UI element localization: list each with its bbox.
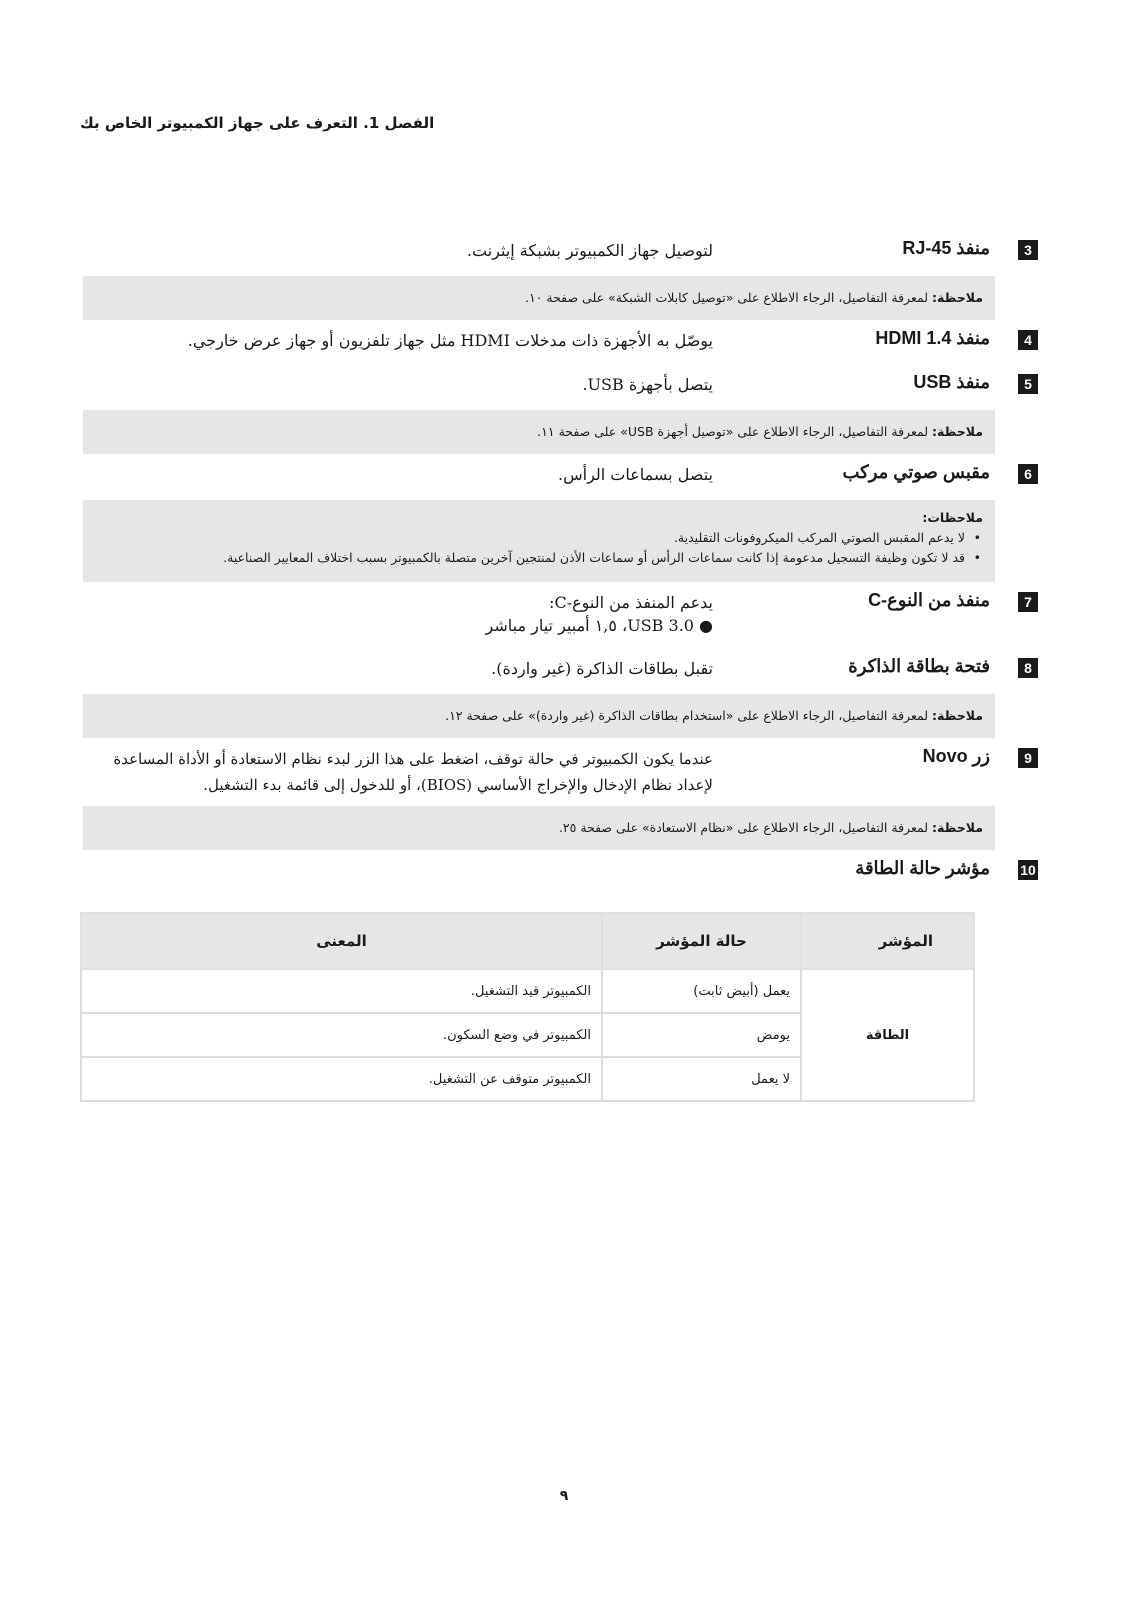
note-text: لمعرفة التفاصيل، الرجاء الاطلاع على «استخدام بطاقات الذاكرة (غير واردة)» على صفحة ١٢. (445, 708, 929, 723)
note-novo (83, 806, 995, 850)
header-meaning: المعنى (81, 913, 602, 969)
item-name: منفذ HDMI 1.4 (875, 328, 990, 348)
meaning-cell: الكمبيوتر متوقف عن التشغيل. (81, 1057, 602, 1101)
note-audio (83, 500, 995, 582)
item-number: 3 (1018, 240, 1038, 260)
bullet-icon: ● (693, 616, 713, 635)
header-indicator: المؤشر (801, 913, 974, 969)
note-label: ملاحظة: (932, 820, 983, 835)
item-name: مؤشر حالة الطاقة (855, 858, 990, 878)
meaning-cell: الكمبيوتر في وضع السكون. (81, 1013, 602, 1057)
item-power-indicator (83, 858, 1038, 888)
item-number: 9 (1018, 748, 1038, 768)
item-number: 5 (1018, 374, 1038, 394)
item-hdmi (83, 328, 1038, 358)
note-label: ملاحظات: (922, 510, 983, 525)
header-state: حالة المؤشر (602, 913, 801, 969)
item-number: 7 (1018, 592, 1038, 612)
table-row (81, 969, 974, 1013)
item-description: يتصل بأجهزة USB. (582, 375, 713, 394)
item-usb (83, 372, 1038, 402)
item-name: فتحة بطاقة الذاكرة (848, 656, 990, 676)
item-description: تقبل بطاقات الذاكرة (غير واردة). (491, 659, 713, 678)
item-number: 8 (1018, 658, 1038, 678)
item-name: منفذ RJ-45 (902, 238, 990, 258)
item-card-slot (83, 656, 1038, 686)
item-name: مقبس صوتي مركب (842, 462, 990, 482)
indicator-group: الطاقة (801, 969, 974, 1101)
indicator-table (80, 912, 975, 1102)
note-text: لمعرفة التفاصيل، الرجاء الاطلاع على «نظام الاستعادة» على صفحة ٢٥. (558, 820, 929, 835)
item-description: يدعم المنفذ من النوع-C: (549, 593, 713, 612)
item-number: 6 (1018, 464, 1038, 484)
note-item: • لا يدعم المقبس الصوتي المركب الميكروفونات التقليدية. (95, 528, 965, 548)
note-text: لمعرفة التفاصيل، الرجاء الاطلاع على «توصيل أجهزة USB» على صفحة ١١. (537, 424, 929, 439)
page-number: ٩ (559, 1488, 569, 1504)
item-number: 10 (1018, 860, 1038, 880)
note-usb (83, 410, 995, 454)
note-label: ملاحظة: (932, 290, 983, 305)
note-text: لمعرفة التفاصيل، الرجاء الاطلاع على «توصيل كابلات الشبكة» على صفحة ١٠. (524, 290, 929, 305)
note-item: • قد لا تكون وظيفة التسجيل مدعومة إذا كانت سماعات الرأس أو سماعات الأذن لمنتجين آخرين متصلة بالكمبيوتر بسبب اختلاف المعايير الصناعية. (95, 548, 965, 568)
note-card (83, 694, 995, 738)
type-c-spec: ● USB 3.0، ١,٥ أمبير تيار مباشر (485, 616, 713, 635)
item-description: عندما يكون الكمبيوتر في حالة توقف، اضغط على هذا الزر لبدء نظام الاستعادة أو الأداة المساعدة لإعداد نظام الإدخال والإخراج الأساسي (BIOS)، أو للدخول إلى قائمة بدء التشغيل. (113, 750, 713, 794)
note-label: ملاحظة: (932, 708, 983, 723)
note-rj45 (83, 276, 995, 320)
table-header-row (81, 913, 974, 969)
item-description: يوصّل به الأجهزة ذات مدخلات HDMI مثل جهاز تلفزيون أو جهاز عرض خارجي. (187, 331, 713, 350)
item-name: زر Novo (922, 746, 990, 766)
state-cell: يعمل (أبيض ثابت) (602, 969, 801, 1013)
meaning-cell: الكمبيوتر قيد التشغيل. (81, 969, 602, 1013)
note-label: ملاحظة: (932, 424, 983, 439)
item-audio-jack (83, 462, 1038, 492)
item-name: منفذ USB (913, 372, 990, 392)
item-description: لتوصيل جهاز الكمبيوتر بشبكة إيثرنت. (466, 241, 713, 260)
item-rj45 (83, 238, 1038, 268)
state-cell: يومض (602, 1013, 801, 1057)
item-type-c (83, 590, 1038, 650)
item-novo (83, 746, 1038, 802)
chapter-title: الفصل 1. التعرف على جهاز الكمبيوتر الخاص بك (80, 114, 435, 132)
item-number: 4 (1018, 330, 1038, 350)
item-description: يتصل بسماعات الرأس. (558, 465, 713, 484)
note-list (95, 528, 983, 568)
item-name: منفذ من النوع-C (868, 590, 990, 610)
state-cell: لا يعمل (602, 1057, 801, 1101)
